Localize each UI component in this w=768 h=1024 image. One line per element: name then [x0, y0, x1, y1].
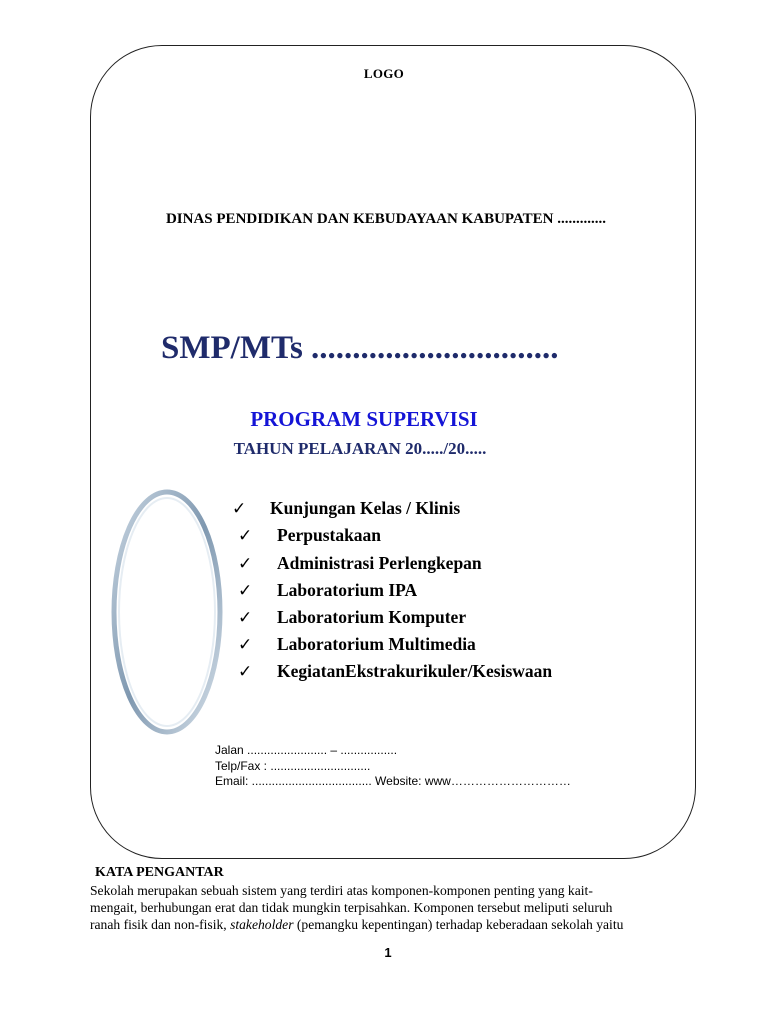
check-icon: ✓	[238, 526, 253, 546]
agency-heading: DINAS PENDIDIKAN DAN KEBUDAYAAN KABUPATEN .............	[165, 211, 607, 227]
checklist-item	[232, 498, 460, 519]
check-icon: ✓	[232, 499, 247, 519]
checklist-item-label: Administrasi Perlengkepan	[277, 553, 482, 573]
academic-year: TAHUN PELAJARAN 20...../20.....	[233, 439, 487, 458]
check-icon: ✓	[238, 662, 253, 682]
checklist-item	[238, 634, 476, 655]
foreword-heading: KATA PENGANTAR	[95, 865, 224, 880]
email-website-line: Email: .................................... Website: www…………………………	[215, 774, 571, 788]
paragraph-line: Sekolah merupakan sebuah sistem yang terdiri atas komponen-komponen penting yang kait-	[90, 883, 593, 898]
checklist-item-label: Kunjungan Kelas / Klinis	[270, 498, 461, 518]
checklist-item	[238, 553, 482, 574]
stakeholder-term: stakeholder	[230, 917, 294, 932]
check-icon: ✓	[238, 581, 253, 601]
paragraph-line	[90, 916, 690, 933]
checklist-item	[238, 607, 466, 628]
school-name: SMP/MTs ..............................	[161, 330, 559, 366]
checklist-item	[238, 580, 417, 601]
logo-placeholder: LOGO	[363, 66, 405, 81]
paragraph-text: (pemangku kepentingan) terhadap keberadaan sekolah yaitu	[293, 917, 624, 932]
checklist-item	[238, 661, 552, 682]
address-line: Jalan ........................ – .................	[215, 743, 398, 757]
page-number: 1	[384, 945, 392, 960]
decorative-ring-icon	[108, 486, 226, 738]
checklist-item-label: Perpustakaan	[277, 525, 382, 545]
checklist-item-label: KegiatanEkstrakurikuler/Kesiswaan	[277, 661, 553, 681]
paragraph-line: mengait, berhubungan erat dan tidak mungkin terpisahkan. Komponen tersebut meliputi seluruh	[90, 900, 613, 915]
phone-line: Telp/Fax : ..............................	[215, 758, 371, 773]
checklist-item-label: Laboratorium IPA	[277, 580, 418, 600]
check-icon: ✓	[238, 608, 253, 628]
checklist-item-label: Laboratorium Multimedia	[277, 634, 476, 654]
foreword-paragraph	[90, 882, 690, 933]
paragraph-text: ranah fisik dan non-fisik,	[90, 917, 231, 932]
check-icon: ✓	[238, 635, 253, 655]
check-icon: ✓	[238, 554, 253, 574]
checklist-item-label: Laboratorium Komputer	[277, 607, 467, 627]
program-title: PROGRAM SUPERVISI	[250, 407, 478, 431]
checklist-item	[238, 525, 381, 546]
school-contact	[215, 743, 571, 790]
